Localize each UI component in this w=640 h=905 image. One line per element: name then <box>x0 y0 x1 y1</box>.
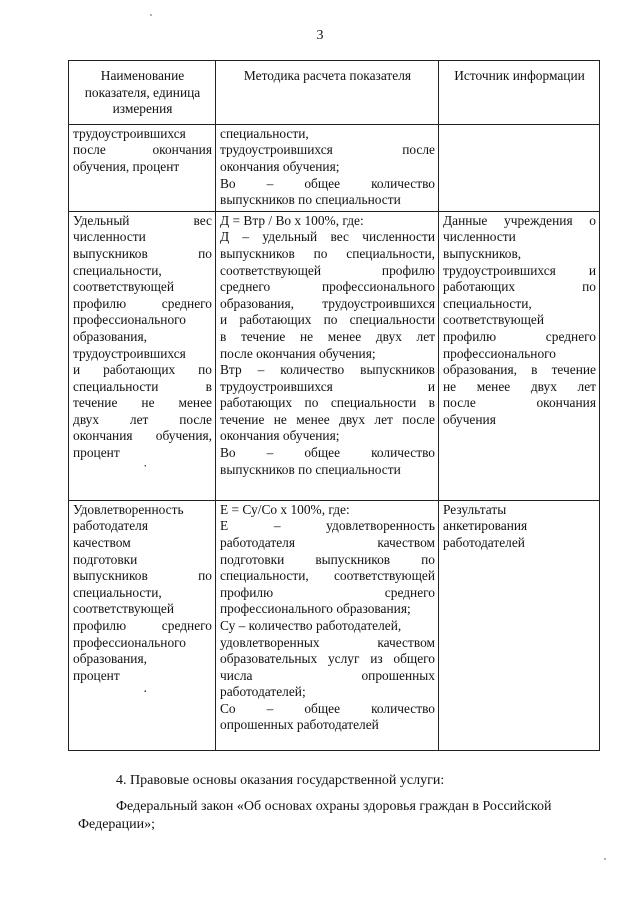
text-line: подготовки <box>73 551 138 567</box>
text-line: числа опрошенных <box>220 667 435 683</box>
indicators-table <box>68 60 600 751</box>
text-line: образования, <box>73 651 147 667</box>
text-line: работающих по специальности в <box>220 395 435 411</box>
text-line: анкетирования <box>443 518 528 534</box>
source-cell <box>439 500 600 750</box>
text-line: окончания обучения; <box>220 158 340 174</box>
text-line: Втр – количество выпускников <box>220 362 435 378</box>
text-line: обучения, процент <box>73 158 180 174</box>
text-line: не менее двух лет <box>443 378 596 394</box>
text-line: удовлетворенных качеством <box>220 634 435 650</box>
law-reference <box>78 798 600 833</box>
text-line: профилю среднего <box>73 617 212 633</box>
text-line: выпускников, <box>443 245 522 261</box>
text-line: соответствующей <box>443 312 544 328</box>
scan-speck <box>604 858 606 860</box>
table-row <box>69 500 600 750</box>
section-heading: 4. Правовые основы оказания государственной услуги: <box>116 773 445 788</box>
text-line: выпускников по <box>73 245 212 261</box>
text-line: образования, в течение <box>443 362 596 378</box>
indicator-name-cell <box>69 124 216 211</box>
text-line: после окончания обучения; <box>220 345 376 361</box>
text-line: трудоустроившихся и <box>443 262 596 278</box>
text-line-content: процент <box>73 667 120 683</box>
text-line: Су – количество работодателей, <box>220 617 402 633</box>
text-line: работодателя <box>73 518 149 534</box>
text-line: среднего профессионального <box>220 279 435 295</box>
text-line: специальности в <box>73 378 212 394</box>
text-line: профилю среднего <box>73 295 212 311</box>
text-line: трудоустроившихся и <box>220 378 435 394</box>
source-cell <box>439 124 600 211</box>
text-line: Со – общее количество <box>220 700 435 716</box>
table-header-row <box>69 61 600 125</box>
text-line: Е = Су/Со х 100%, где: <box>220 501 350 517</box>
text-line: образовательных услуг из общего <box>220 651 435 667</box>
text-line: работодателя качеством <box>220 534 435 550</box>
text-line: работодателей; <box>220 684 306 700</box>
text-line: работающих по <box>443 279 596 295</box>
text-line: образования, <box>73 328 147 344</box>
text-line: трудоустроившихся <box>73 125 186 141</box>
text-line: двух лет после <box>73 411 212 427</box>
text-line: численности <box>73 229 146 245</box>
text-line: профилю среднего <box>220 584 435 600</box>
method-cell <box>216 500 439 750</box>
text-line: специальности, <box>73 584 162 600</box>
text-line <box>73 445 212 478</box>
text-line: выпускников по специальности, <box>220 245 435 261</box>
indicator-name-cell <box>69 211 216 500</box>
text-line: специальности, <box>73 262 162 278</box>
text-line: трудоустроившихся <box>73 345 186 361</box>
text-line: специальности, <box>443 295 532 311</box>
text-line: после окончания <box>73 142 212 158</box>
text-line: Д = Втр / Во х 100%, где: <box>220 212 364 228</box>
text-line: численности <box>443 229 516 245</box>
text-line: Удельный вес <box>73 212 212 228</box>
text-line: специальности, соответствующей <box>220 568 435 584</box>
text-line: специальности, <box>220 125 309 141</box>
text-line: опрошенных работодателей <box>220 717 379 733</box>
stray-mark: ˙ <box>143 461 148 477</box>
text-line: соответствующей <box>73 279 174 295</box>
text-line: профессионального <box>443 345 556 361</box>
text-line <box>73 668 212 701</box>
text-line: профессионального образования; <box>220 601 411 617</box>
text-line: окончания обучения; <box>220 428 340 444</box>
page-number: 3 <box>316 28 324 43</box>
text-line: трудоустроившихся после <box>220 142 435 158</box>
law-line-2: Федерации»; <box>78 816 156 832</box>
text-line: Данные учреждения о <box>443 212 596 228</box>
text-line: Во – общее количество <box>220 445 435 461</box>
source-cell <box>439 211 600 500</box>
indicator-name-cell <box>69 500 216 750</box>
text-line: работодателей <box>443 534 525 550</box>
header-information-source: Источник информации <box>439 61 600 125</box>
text-line: соответствующей профилю <box>220 262 435 278</box>
law-line-1: Федеральный закон «Об основах охраны здоровья граждан в Российской <box>116 799 552 814</box>
text-line: выпускников по <box>73 568 212 584</box>
header-indicator-name: Наименование показателя, единица измерения <box>69 61 216 125</box>
text-line: обучения <box>443 411 496 427</box>
table-row <box>69 211 600 500</box>
text-line: в течение не менее двух лет <box>220 328 435 344</box>
text-line: и работающих по <box>73 362 212 378</box>
text-line: течение не менее двух лет после <box>220 411 435 427</box>
text-line: Д – удельный вес численности <box>220 229 435 245</box>
text-line: после окончания <box>443 395 596 411</box>
scan-speck <box>150 14 152 16</box>
text-line: Результаты <box>443 501 507 517</box>
text-line: профилю среднего <box>443 328 596 344</box>
text-line: течение не менее <box>73 395 212 411</box>
method-cell <box>216 211 439 500</box>
text-line: выпускников по специальности <box>220 192 401 208</box>
text-line-content: процент <box>73 445 120 461</box>
text-line: Во – общее количество <box>220 175 435 191</box>
text-line: образования, трудоустроившихся <box>220 295 435 311</box>
text-line: выпускников по специальности <box>220 461 401 477</box>
stray-mark: · <box>143 684 148 700</box>
text-line: и работающих по специальности <box>220 312 435 328</box>
text-line: Е – удовлетворенность <box>220 518 435 534</box>
text-line: окончания обучения, <box>73 428 212 444</box>
text-line: Удовлетворенность <box>73 501 184 517</box>
text-line: профессионального <box>73 634 186 650</box>
method-cell <box>216 124 439 211</box>
text-line: подготовки выпускников по <box>220 551 435 567</box>
text-line: качеством <box>73 534 131 550</box>
text-line: соответствующей <box>73 601 174 617</box>
header-calculation-method: Методика расчета показателя <box>216 61 439 125</box>
table-row <box>69 124 600 211</box>
text-line: профессионального <box>73 312 186 328</box>
